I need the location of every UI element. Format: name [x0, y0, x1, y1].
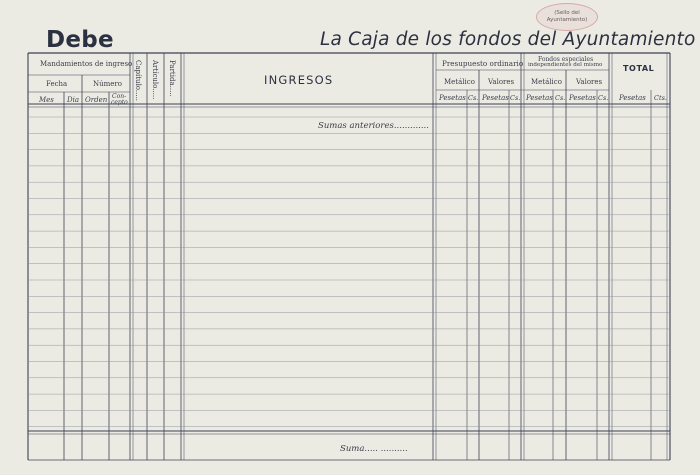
col-header-orden: Orden	[85, 96, 108, 104]
col-header-cts-1: Cs.	[468, 94, 479, 102]
col-header-numero: Número	[93, 80, 122, 88]
col-header-pesetas-4: Pesetas	[569, 94, 596, 102]
col-header-fondos-2: independientes del mismo	[528, 62, 603, 68]
col-header-presupuesto: Presupuesto ordinario	[442, 59, 524, 68]
col-header-articulo: Artículo.....	[151, 60, 159, 100]
col-header-cts-2: Cs.	[510, 94, 521, 102]
stamp-line-2: Ayuntamiento)	[546, 17, 588, 23]
ledger-side-title: Debe	[46, 27, 114, 53]
ledger-title: La Caja de los fondos del Ayuntamiento	[320, 29, 696, 50]
col-header-pesetas-1: Pesetas	[439, 94, 466, 102]
col-header-metalico-2: Metálico	[531, 78, 562, 86]
col-header-dia: Dia	[67, 96, 80, 104]
col-header-cts-4: Cs.	[598, 94, 609, 102]
row-suma: Suma..... ..........	[340, 444, 408, 454]
col-header-cts-total: Cts.	[654, 94, 667, 102]
row-sumas-anteriores: Sumas anteriores.............	[318, 121, 429, 131]
col-header-pesetas-total: Pesetas	[619, 94, 646, 102]
col-header-partida: Partida.....	[168, 60, 176, 97]
col-header-fecha: Fecha	[46, 80, 68, 88]
col-header-pesetas-2: Pesetas	[482, 94, 509, 102]
col-header-ingresos: INGRESOS	[264, 73, 334, 87]
col-header-concepto-1: Con-	[112, 93, 127, 100]
col-header-fondos-1: Fondos especiales	[538, 56, 594, 63]
col-header-valores-1: Valores	[488, 78, 515, 86]
municipal-seal-stamp	[536, 3, 598, 31]
col-header-cts-3: Cs.	[555, 94, 566, 102]
col-header-total: TOTAL	[623, 64, 655, 73]
col-header-metalico-1: Metálico	[444, 78, 475, 86]
col-header-valores-2: Valores	[576, 78, 603, 86]
col-header-capitulo: Capítulo.....	[134, 60, 142, 102]
col-header-mandamientos: Mandamientos de ingreso	[40, 60, 133, 68]
stamp-line-1: (Sello del	[554, 10, 580, 16]
col-header-pesetas-3: Pesetas	[526, 94, 553, 102]
col-header-mes: Mes	[39, 96, 54, 104]
col-header-concepto-2: cepto	[111, 99, 128, 106]
